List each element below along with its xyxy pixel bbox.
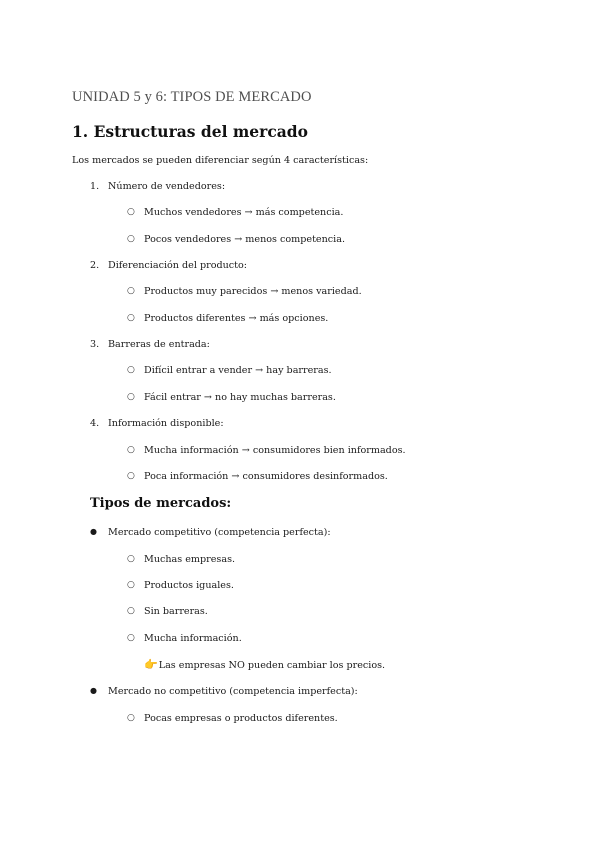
- list-item-label: Información disponible:: [108, 418, 224, 429]
- circle-bullet-icon: ○: [127, 313, 135, 323]
- unit-title: UNIDAD 5 y 6: TIPOS DE MERCADO: [72, 89, 312, 105]
- sub-item: Poca información → consumidores desinformados.: [144, 471, 388, 482]
- list-number: 3.: [90, 339, 100, 350]
- section-heading: 1. Estructuras del mercado: [72, 122, 308, 141]
- sub-item: Productos iguales.: [144, 580, 234, 591]
- circle-bullet-icon: ○: [127, 286, 135, 296]
- list-number: 1.: [90, 181, 100, 192]
- list-item-label: Barreras de entrada:: [108, 339, 210, 350]
- list-number: 2.: [90, 260, 100, 271]
- sub-item: Pocas empresas o productos diferentes.: [144, 713, 338, 724]
- circle-bullet-icon: ○: [127, 633, 135, 643]
- sub-item: Pocos vendedores → menos competencia.: [144, 234, 345, 245]
- circle-bullet-icon: ○: [127, 554, 135, 564]
- note-text: Las empresas NO pueden cambiar los precios.: [158, 660, 386, 671]
- circle-bullet-icon: ○: [127, 580, 135, 590]
- list-number: 4.: [90, 418, 100, 429]
- circle-bullet-icon: ○: [127, 713, 135, 723]
- circle-bullet-icon: ○: [127, 606, 135, 616]
- disc-bullet-icon: ●: [90, 686, 97, 695]
- sub-item: Mucha información.: [144, 633, 242, 644]
- circle-bullet-icon: ○: [127, 234, 135, 244]
- sub-item: Fácil entrar → no hay muchas barreras.: [144, 392, 336, 403]
- list-item-label: Número de vendedores:: [108, 181, 226, 192]
- intro-paragraph: Los mercados se pueden diferenciar según 4 características:: [72, 155, 369, 166]
- market-type-label: Mercado competitivo (competencia perfecta):: [108, 527, 331, 538]
- market-type-label: Mercado no competitivo (competencia imperfecta):: [108, 686, 358, 697]
- sub-item: Productos diferentes → más opciones.: [144, 313, 329, 324]
- note-line: [144, 658, 385, 671]
- circle-bullet-icon: ○: [127, 471, 135, 481]
- subsection-heading: Tipos de mercados:: [90, 496, 232, 511]
- circle-bullet-icon: ○: [127, 207, 135, 217]
- sub-item: Muchos vendedores → más competencia.: [144, 207, 344, 218]
- sub-item: Muchas empresas.: [144, 554, 236, 565]
- disc-bullet-icon: ●: [90, 527, 97, 536]
- sub-item: Sin barreras.: [144, 606, 208, 617]
- circle-bullet-icon: ○: [127, 445, 135, 455]
- circle-bullet-icon: ○: [127, 365, 135, 375]
- list-item-label: Diferenciación del producto:: [108, 260, 248, 271]
- circle-bullet-icon: ○: [127, 392, 135, 402]
- pointing-hand-icon: 👉: [144, 658, 158, 671]
- sub-item: Productos muy parecidos → menos variedad.: [144, 286, 362, 297]
- sub-item: Mucha información → consumidores bien informados.: [144, 445, 406, 456]
- sub-item: Difícil entrar a vender → hay barreras.: [144, 365, 332, 376]
